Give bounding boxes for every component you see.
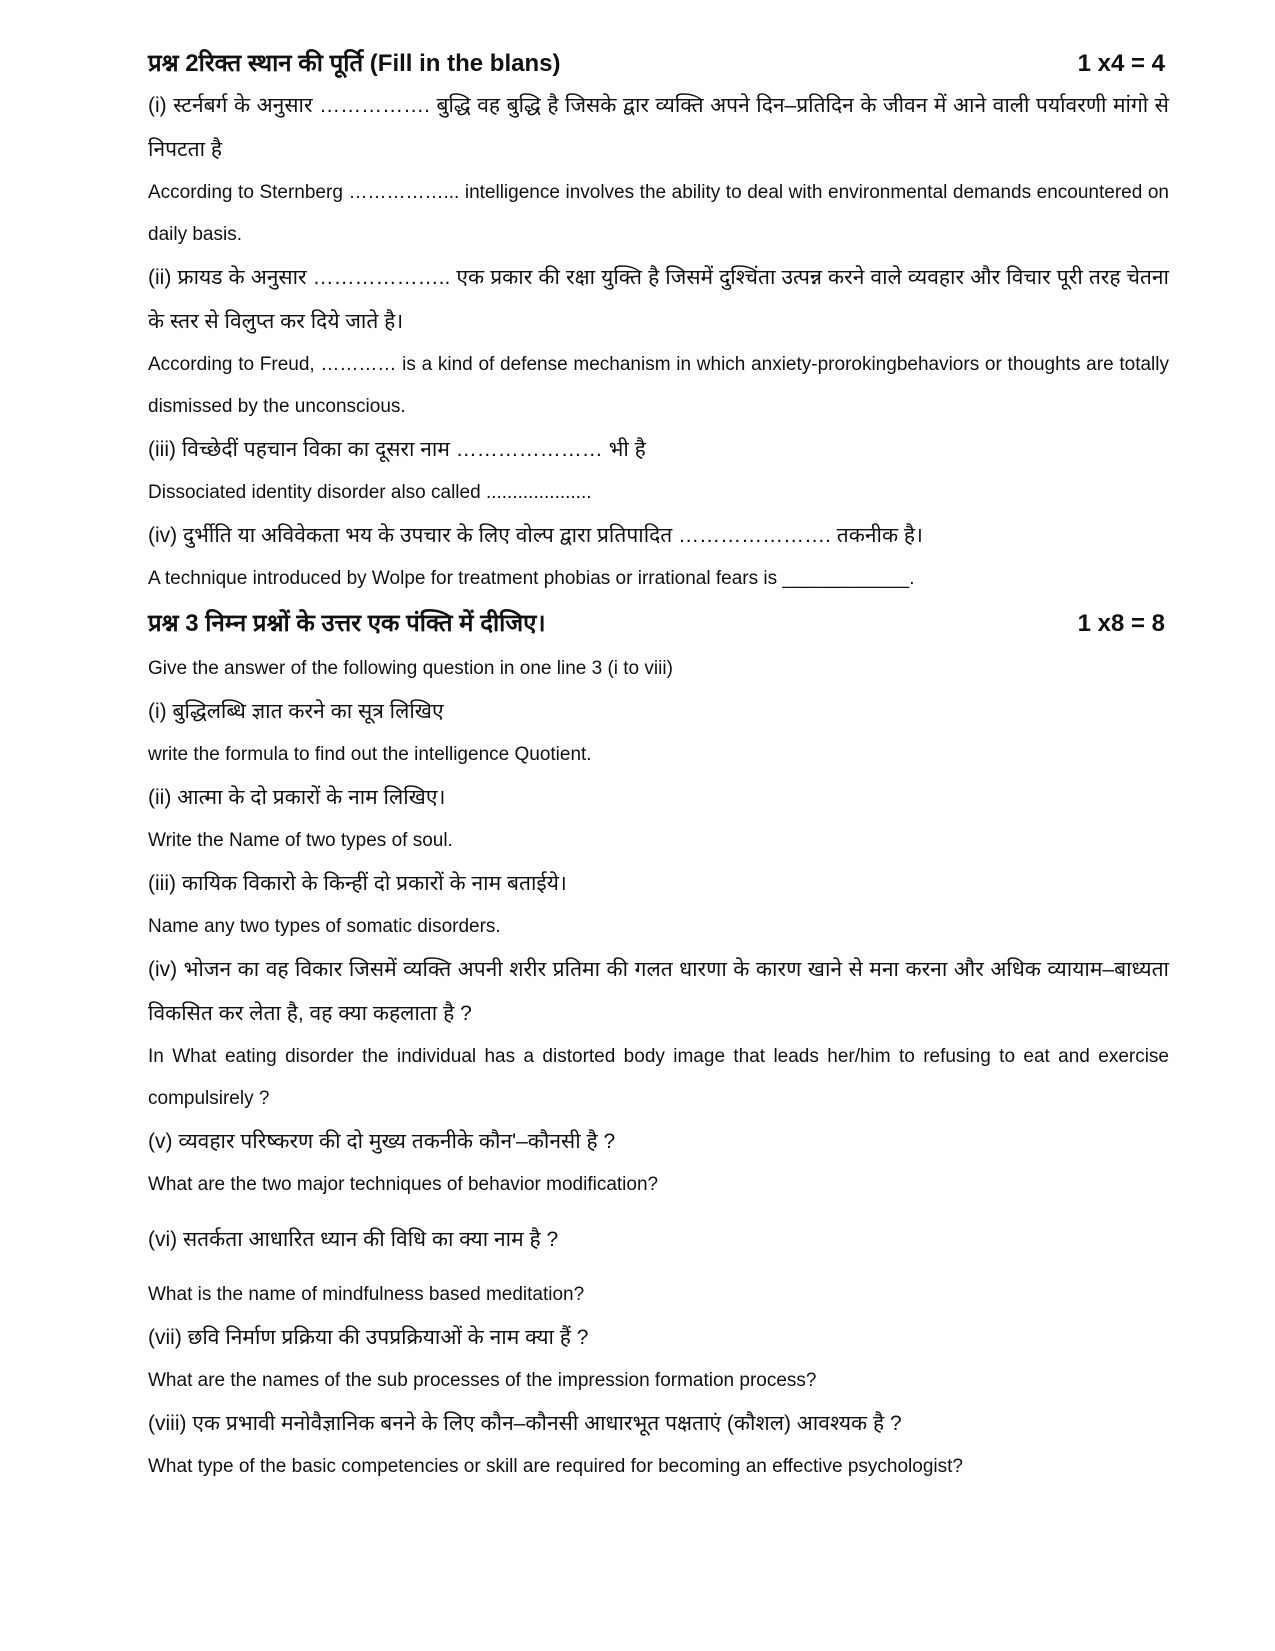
q3-item-5-english: What are the two major techniques of behavior modification? bbox=[148, 1174, 659, 1195]
q2-item-1-hindi: (i) स्टर्नबर्ग के अनुसार ……………. बुद्धि वह बुद्धि है जिसके द्वार व्यक्ति अपने दिन–प्रतिदिन के जीवन में आने वाली पर्यावरणी मांगो से निपटता है bbox=[148, 94, 1169, 161]
q3-item-7-hindi: (vii) छवि निर्माण प्रक्रिया की उपप्रक्रियाओं के नाम क्या हैं ? bbox=[148, 1326, 589, 1349]
q3-item-1-english: write the formula to find out the intelligence Quotient. bbox=[148, 744, 592, 765]
q2-item-4-english: A technique introduced by Wolpe for treatment phobias or irrational fears is ____________. bbox=[148, 568, 915, 589]
q3-item-2-english: Write the Name of two types of soul. bbox=[148, 830, 453, 851]
q3-item-4-english: In What eating disorder the individual has a distorted body image that leads her/him to refusing to eat and exercise compulsirely ? bbox=[148, 1046, 1169, 1109]
question-2-title: प्रश्न 2रिक्त स्थान की पूर्ति (Fill in the blans) bbox=[148, 50, 561, 77]
q2-item-1-english: According to Sternberg ……………... intelligence involves the ability to deal with environmental demands encountered on daily basis. bbox=[148, 182, 1169, 245]
q3-item-6-hindi: (vi) सतर्कता आधारित ध्यान की विधि का क्या नाम है ? bbox=[148, 1228, 559, 1251]
question-3-heading bbox=[148, 604, 1169, 644]
q3-item-1-hindi: (i) बुद्धिलब्धि ज्ञात करने का सूत्र लिखिए bbox=[148, 700, 444, 723]
question-3-marks: 1 x8 = 8 bbox=[1077, 610, 1165, 637]
q3-item-3-hindi: (iii) कायिक विकारो के किन्हीं दो प्रकारों के नाम बताईये। bbox=[148, 872, 567, 895]
q3-item-6-english: What is the name of mindfulness based meditation? bbox=[148, 1284, 585, 1305]
q2-item-3-english: Dissociated identity disorder also called .................... bbox=[148, 482, 592, 503]
q3-item-8-hindi: (viii) एक प्रभावी मनोवैज्ञानिक बनने के लिए कौन–कौनसी आधारभूत पक्षताएं (कौशल) आवश्यक है ? bbox=[148, 1412, 902, 1435]
question-2-heading bbox=[148, 44, 1169, 84]
q2-item-3-hindi: (iii) विच्छेदीं पहचान विका का दूसरा नाम ………………… भी है bbox=[148, 438, 646, 461]
q2-item-2-hindi: (ii) फ्रायड के अनुसार ……………….. एक प्रकार की रक्षा युक्ति है जिसमें दुश्चिंता उत्पन्न करने वाले व्यवहार और विचार पूरी तरह चेतना के स्तर से विलुप्त कर दिये जाते है। bbox=[148, 266, 1169, 333]
q2-item-2-english: According to Freud, ………… is a kind of defense mechanism in which anxiety-prorokingbehaviors or thoughts are totally dismissed by the unconscious. bbox=[148, 354, 1169, 417]
question-3-title: प्रश्न 3 निम्न प्रश्नों के उत्तर एक पंक्ति में दीजिए। bbox=[148, 610, 546, 637]
question-2-marks: 1 x4 = 4 bbox=[1077, 50, 1165, 77]
q3-item-4-hindi: (iv) भोजन का वह विकार जिसमें व्यक्ति अपनी शरीर प्रतिमा की गलत धारणा के कारण खाने से मना करना और अधिक व्यायाम–बाध्यता विकसित कर लेता है, वह क्या कहलाता है ? bbox=[148, 958, 1169, 1025]
q2-item-4-hindi: (iv) दुर्भीति या अविवेकता भय के उपचार के लिए वोल्प द्वारा प्रतिपादित …………………. तकनीक है। bbox=[148, 524, 924, 547]
q3-intro: Give the answer of the following question in one line 3 (i to viii) bbox=[148, 658, 673, 679]
q3-item-8-english: What type of the basic competencies or skill are required for becoming an effective psychologist? bbox=[148, 1456, 963, 1477]
q3-item-7-english: What are the names of the sub processes of the impression formation process? bbox=[148, 1370, 817, 1391]
q3-item-2-hindi: (ii) आत्मा के दो प्रकारों के नाम लिखिए। bbox=[148, 786, 446, 809]
q3-item-3-english: Name any two types of somatic disorders. bbox=[148, 916, 501, 937]
q3-item-5-hindi: (v) व्यवहार परिष्करण की दो मुख्य तकनीके कौन'–कौनसी है ? bbox=[148, 1130, 616, 1153]
